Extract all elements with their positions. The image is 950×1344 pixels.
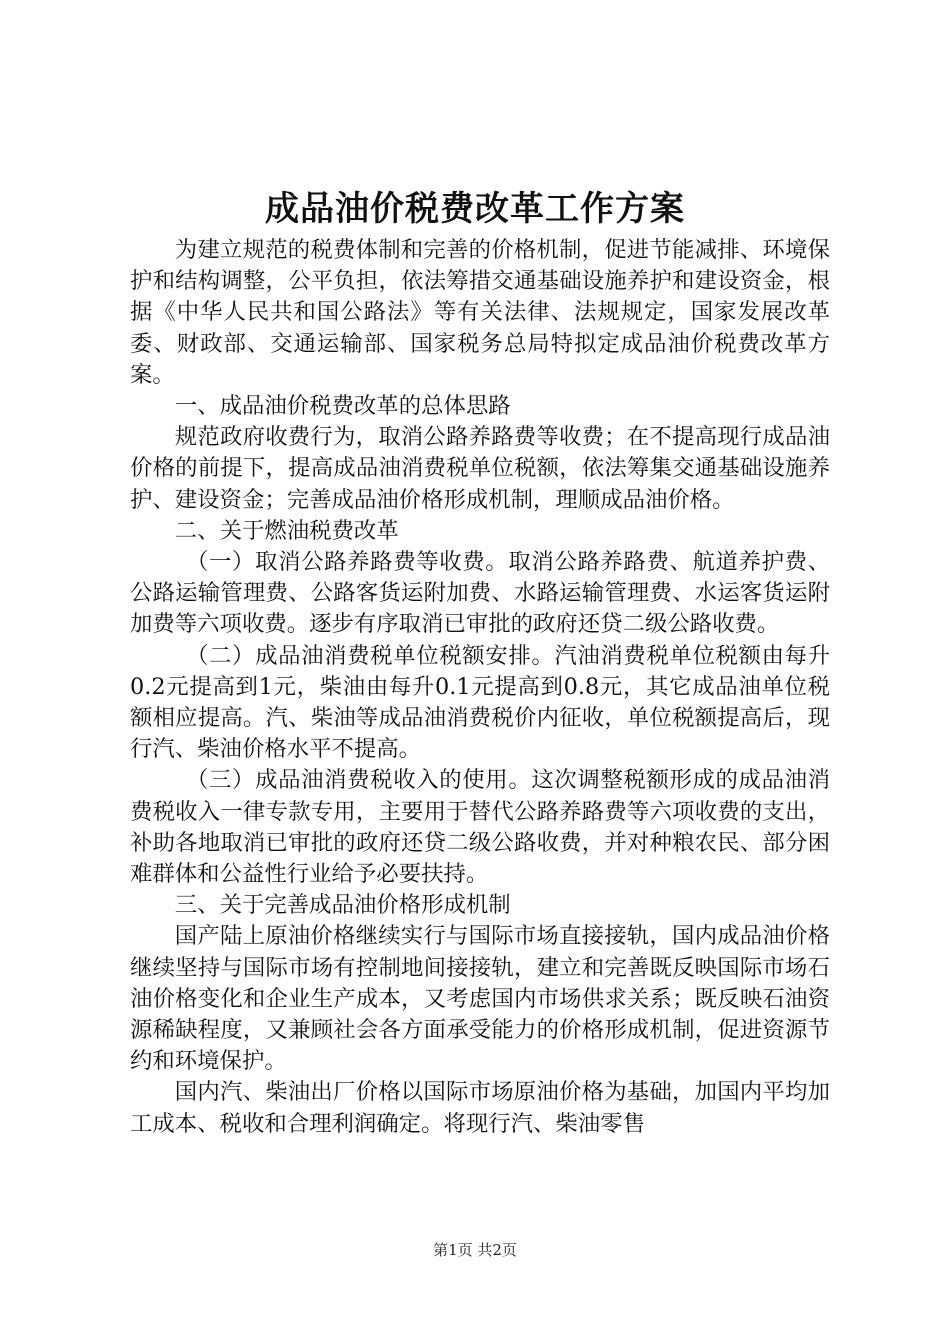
section-heading-3: 三、关于完善成品油价格形成机制	[174, 892, 511, 919]
subsection-2-2: （二）成品油消费税单位税额安排。汽油消费税单位税额由每升0.2元提高到1元，柴油由每升0.1元提高到0.8元，其它成品油单位税额相应提高。汽、柴油等成品油消费税价内征收，单位税额提高后，现行汽、柴油价格水平不提高。	[130, 642, 830, 763]
section-heading-2: 二、关于燃油税费改革	[174, 517, 399, 544]
document-body	[130, 235, 830, 1140]
section-3-paragraph-2: 国内汽、柴油出厂价格以国际市场原油价格为基础，加国内平均加工成本、税收和合理利润确定。将现行汽、柴油零售	[130, 1079, 830, 1137]
section-heading-1: 一、成品油价税费改革的总体思路	[174, 393, 511, 420]
intro-paragraph: 为建立规范的税费体制和完善的价格机制，促进节能减排、环境保护和结构调整，公平负担，依法筹措交通基础设施养护和建设资金，根据《中华人民共和国公路法》等有关法律、法规规定，国家发展改革委、财政部、交通运输部、国家税务总局特拟定成品油价税费改革方案。	[130, 237, 830, 388]
section-3-paragraph-1: 国产陆上原油价格继续实行与国际市场直接接轨，国内成品油价格继续坚持与国际市场有控制地间接接轨，建立和完善既反映国际市场石油价格变化和企业生产成本，又考虑国内市场供求关系；既反映石油资源稀缺程度，又兼顾社会各方面承受能力的价格形成机制，促进资源节约和环境保护。	[130, 923, 830, 1075]
subsection-2-3: （三）成品油消费税收入的使用。这次调整税额形成的成品油消费税收入一律专款专用，主要用于替代公路养路费等六项收费的支出，补助各地取消已审批的政府还贷二级公路收费，并对种粮农民、部分困难群体和公益性行业给予必要扶持。	[130, 767, 830, 888]
page-number-footer: 第1页 共2页	[433, 1241, 517, 1259]
section-1-paragraph: 规范政府收费行为，取消公路养路费等收费；在不提高现行成品油价格的前提下，提高成品油消费税单位税额，依法筹集交通基础设施养护、建设资金；完善成品油价格形成机制，理顺成品油价格。	[130, 424, 830, 513]
subsection-2-1: （一）取消公路养路费等收费。取消公路养路费、航道养护费、公路运输管理费、公路客货运附加费、水路运输管理费、水运客货运附加费等六项收费。逐步有序取消已审批的政府还贷二级公路收费。	[130, 549, 830, 638]
document-title: 成品油价税费改革工作方案	[265, 189, 685, 229]
